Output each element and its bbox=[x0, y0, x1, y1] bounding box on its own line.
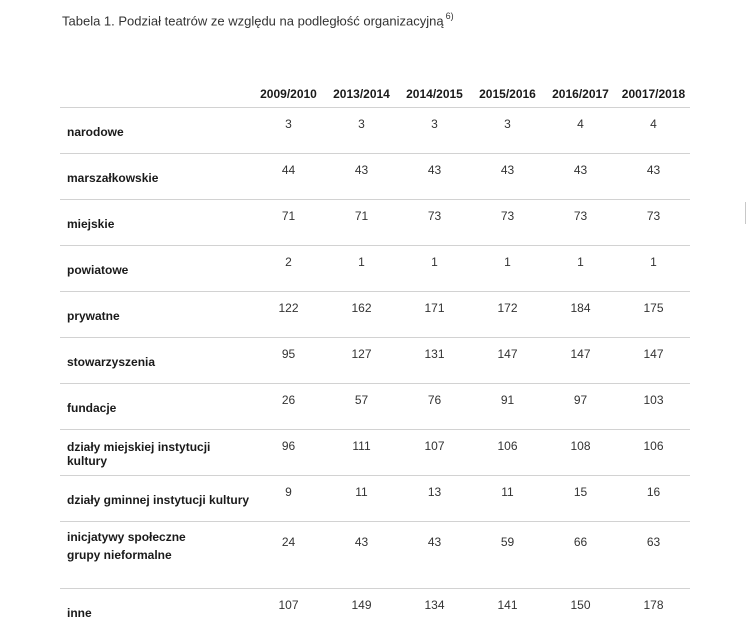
row-label bbox=[60, 108, 252, 154]
row-label bbox=[60, 476, 252, 522]
table-cell: 11 bbox=[471, 476, 544, 522]
theatres-table bbox=[60, 80, 690, 634]
table-cell: 73 bbox=[544, 200, 617, 246]
table-cell: 141 bbox=[471, 589, 544, 634]
table-cell: 106 bbox=[617, 430, 690, 476]
row-label-line: prywatne bbox=[67, 309, 252, 323]
row-label bbox=[60, 430, 252, 476]
table-cell: 171 bbox=[398, 292, 471, 338]
table-cell: 9 bbox=[252, 476, 325, 522]
table-cell: 3 bbox=[398, 108, 471, 154]
row-label bbox=[60, 154, 252, 200]
caption-text: Tabela 1. Podział teatrów ze względu na podległość organizacyjną bbox=[62, 13, 444, 28]
table-cell: 3 bbox=[325, 108, 398, 154]
table-cell: 150 bbox=[544, 589, 617, 634]
column-header: 2014/2015 bbox=[398, 80, 471, 108]
table-cell: 73 bbox=[471, 200, 544, 246]
table-cell: 43 bbox=[471, 154, 544, 200]
column-header: 2016/2017 bbox=[544, 80, 617, 108]
row-label-line: stowarzyszenia bbox=[67, 355, 252, 369]
table-row bbox=[60, 522, 690, 589]
table-cell: 16 bbox=[617, 476, 690, 522]
row-label-line: działy miejskiej instytucji kultury bbox=[67, 440, 252, 468]
table-cell: 172 bbox=[471, 292, 544, 338]
row-label-line: działy gminnej instytucji kultury bbox=[67, 493, 252, 507]
table-cell: 1 bbox=[544, 246, 617, 292]
table-cell: 4 bbox=[617, 108, 690, 154]
table-cell: 44 bbox=[252, 154, 325, 200]
table-cell: 13 bbox=[398, 476, 471, 522]
table-row bbox=[60, 338, 690, 384]
table-cell: 43 bbox=[325, 522, 398, 589]
table-cell: 178 bbox=[617, 589, 690, 634]
column-header: 20017/2018 bbox=[617, 80, 690, 108]
table-cell: 76 bbox=[398, 384, 471, 430]
row-label-line: grupy nieformalne bbox=[67, 546, 252, 564]
table-cell: 149 bbox=[325, 589, 398, 634]
column-header: 2015/2016 bbox=[471, 80, 544, 108]
table-header-row bbox=[60, 80, 690, 108]
table-cell: 107 bbox=[252, 589, 325, 634]
table-cell: 147 bbox=[617, 338, 690, 384]
row-label-line: narodowe bbox=[67, 125, 252, 139]
table-cell: 134 bbox=[398, 589, 471, 634]
table-cell: 71 bbox=[252, 200, 325, 246]
table-row bbox=[60, 108, 690, 154]
row-label bbox=[60, 246, 252, 292]
row-label bbox=[60, 384, 252, 430]
table-cell: 147 bbox=[471, 338, 544, 384]
table-cell: 1 bbox=[398, 246, 471, 292]
table-cell: 111 bbox=[325, 430, 398, 476]
table-row bbox=[60, 154, 690, 200]
row-label bbox=[60, 292, 252, 338]
table-cell: 57 bbox=[325, 384, 398, 430]
table-row bbox=[60, 589, 690, 634]
table-cell: 15 bbox=[544, 476, 617, 522]
table-cell: 63 bbox=[617, 522, 690, 589]
table-cell: 66 bbox=[544, 522, 617, 589]
table-cell: 91 bbox=[471, 384, 544, 430]
table-cell: 3 bbox=[471, 108, 544, 154]
table-row bbox=[60, 246, 690, 292]
table-cell: 24 bbox=[252, 522, 325, 589]
row-label bbox=[60, 589, 252, 634]
table-cell: 43 bbox=[398, 522, 471, 589]
table-cell: 127 bbox=[325, 338, 398, 384]
table-cell: 73 bbox=[617, 200, 690, 246]
row-label-line: powiatowe bbox=[67, 263, 252, 277]
row-label bbox=[60, 522, 252, 589]
header-empty bbox=[60, 80, 252, 108]
table-cell: 43 bbox=[617, 154, 690, 200]
table-row bbox=[60, 476, 690, 522]
table-cell: 43 bbox=[544, 154, 617, 200]
table-cell: 2 bbox=[252, 246, 325, 292]
table-cell: 59 bbox=[471, 522, 544, 589]
column-header: 2013/2014 bbox=[325, 80, 398, 108]
row-label-line: inne bbox=[67, 606, 252, 620]
row-label-line: miejskie bbox=[67, 217, 252, 231]
table-cell: 71 bbox=[325, 200, 398, 246]
column-header: 2009/2010 bbox=[252, 80, 325, 108]
row-label-line: inicjatywy społeczne bbox=[67, 528, 252, 546]
row-label-line: marszałkowskie bbox=[67, 171, 252, 185]
table-cell: 162 bbox=[325, 292, 398, 338]
table-cell: 1 bbox=[617, 246, 690, 292]
table-cell: 122 bbox=[252, 292, 325, 338]
table-cell: 184 bbox=[544, 292, 617, 338]
table-row bbox=[60, 200, 690, 246]
table-cell: 95 bbox=[252, 338, 325, 384]
table-cell: 106 bbox=[471, 430, 544, 476]
row-label bbox=[60, 200, 252, 246]
table-cell: 11 bbox=[325, 476, 398, 522]
table-cell: 26 bbox=[252, 384, 325, 430]
table-cell: 1 bbox=[325, 246, 398, 292]
table-cell: 43 bbox=[398, 154, 471, 200]
table-cell: 73 bbox=[398, 200, 471, 246]
table-cell: 107 bbox=[398, 430, 471, 476]
table-cell: 131 bbox=[398, 338, 471, 384]
table-cell: 147 bbox=[544, 338, 617, 384]
table-cell: 4 bbox=[544, 108, 617, 154]
row-label-line: fundacje bbox=[67, 401, 252, 415]
table-row bbox=[60, 430, 690, 476]
table-caption bbox=[62, 12, 454, 28]
table-body bbox=[60, 108, 690, 634]
table-cell: 108 bbox=[544, 430, 617, 476]
table-cell: 175 bbox=[617, 292, 690, 338]
table-cell: 96 bbox=[252, 430, 325, 476]
caption-footnote[interactable]: 6) bbox=[446, 11, 454, 21]
table-cell: 3 bbox=[252, 108, 325, 154]
scroll-edge-marker bbox=[745, 202, 750, 224]
table-cell: 1 bbox=[471, 246, 544, 292]
table-row bbox=[60, 384, 690, 430]
table-row bbox=[60, 292, 690, 338]
table-cell: 103 bbox=[617, 384, 690, 430]
table-cell: 43 bbox=[325, 154, 398, 200]
table-cell: 97 bbox=[544, 384, 617, 430]
row-label bbox=[60, 338, 252, 384]
